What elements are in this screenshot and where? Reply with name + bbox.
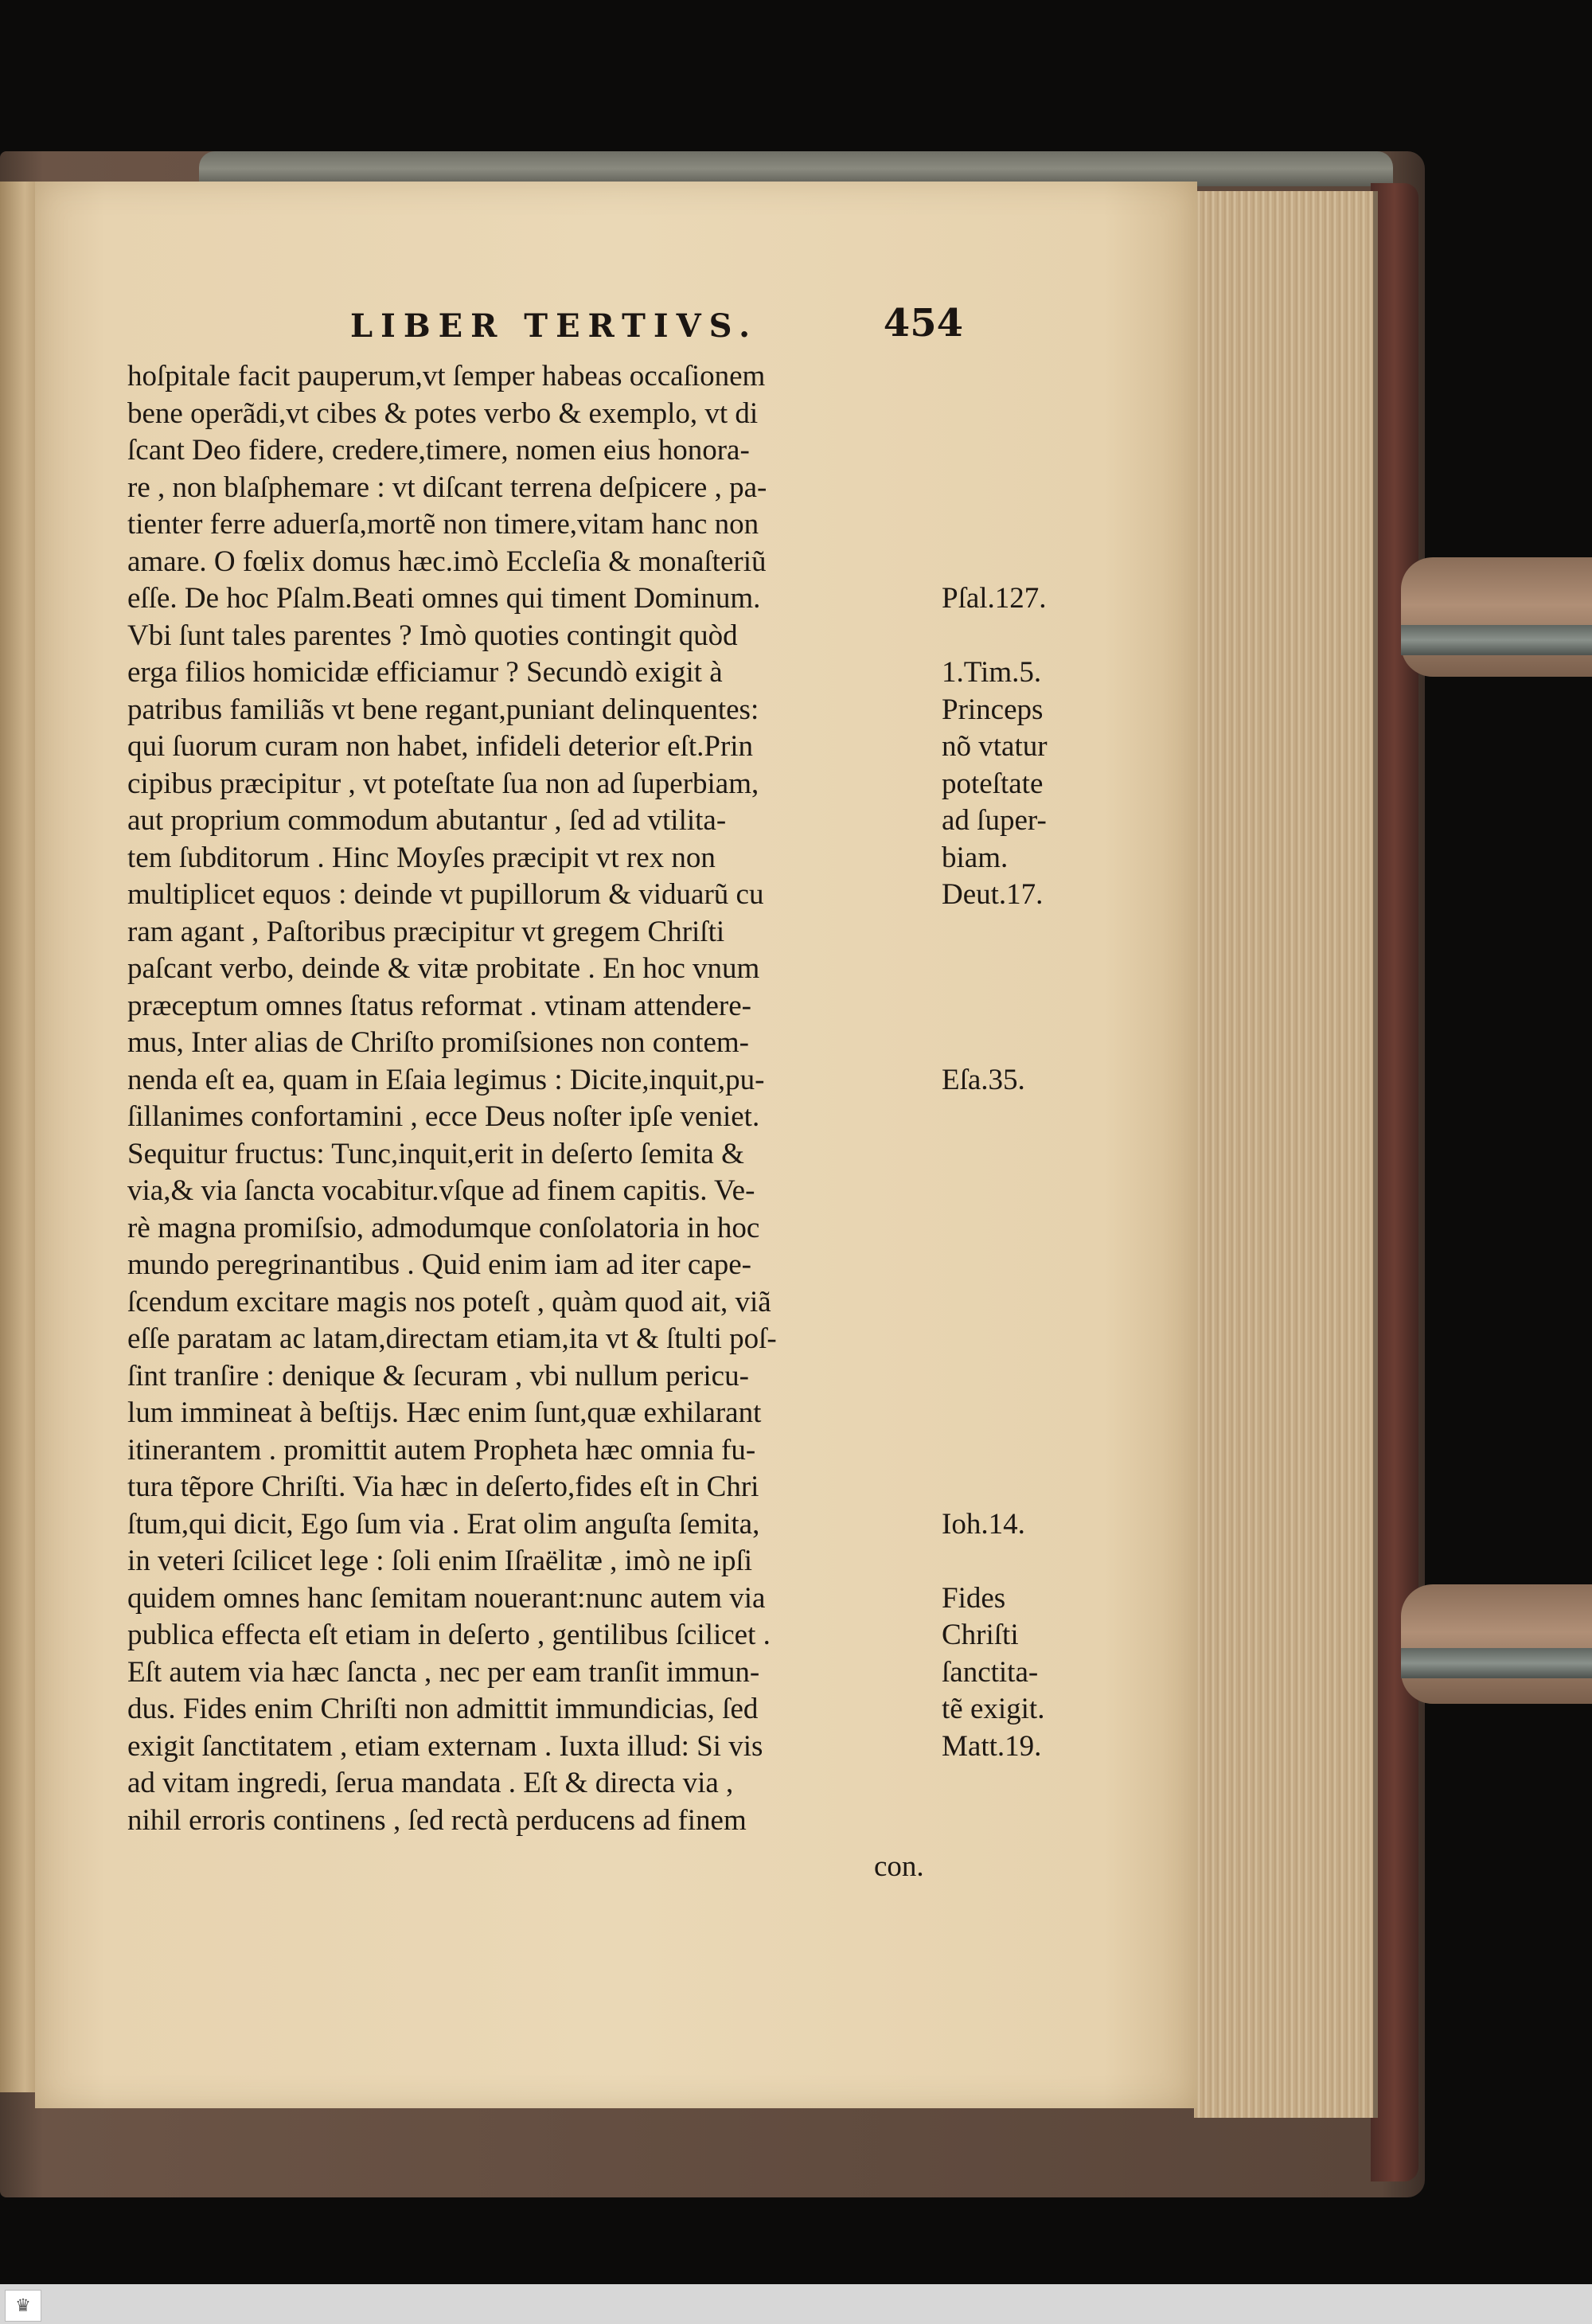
text-line: qui ſuorum curam non habet, infideli deterior eſt.Prin (127, 730, 754, 763)
text-line: tem ſubditorum . Hinc Moyſes præcipit vt rex non (127, 841, 716, 874)
text-line: Sequitur fructus: Tunc,inquit,erit in deſerto ſemita & (127, 1137, 744, 1170)
margin-note: poteſtate (942, 767, 1044, 800)
text-line: Vbi ſunt tales parentes ? Imò quoties contingit quòd (127, 619, 738, 652)
text-line: ram agant , Paſtoribus præcipitur vt gregem Chriſti (127, 915, 725, 948)
text-line: ſcendum excitare magis nos poteſt , quàm quod ait, viã (127, 1285, 771, 1318)
text-line: re , non blaſphemare : vt diſcant terrena deſpicere , pa- (127, 471, 767, 504)
library-logo-icon: ♛ (5, 2290, 41, 2322)
text-line: nenda eſt ea, quam in Eſaia legimus : Dicite,inquit,pu- (127, 1063, 765, 1096)
text-line: lum immineat à beſtijs. Hæc enim ſunt,quæ exhilarant (127, 1396, 762, 1429)
text-line: exigit ſanctitatem , etiam externam . Iuxta illud: Si vis (127, 1729, 763, 1763)
margin-note: Eſa.35. (942, 1063, 1025, 1096)
text-line: ſint tranſire : denique & ſecuram , vbi nullum pericu- (127, 1359, 749, 1392)
margin-note: Ioh.14. (942, 1507, 1025, 1541)
text-line: mus, Inter alias de Chriſto promiſsiones non contem- (127, 1026, 749, 1059)
page-number: 454 (883, 301, 963, 346)
text-line: amare. O fœlix domus hæc.imò Eccleſia & monaſteriũ (127, 545, 767, 578)
text-line: bene operãdi,vt cibes & potes verbo & exemplo, vt di (127, 396, 759, 430)
clasp-upper-bar (1401, 625, 1592, 655)
text-line: eſſe. De hoc Pſalm.Beati omnes qui timent Dominum. (127, 582, 761, 615)
clasp-upper (1401, 557, 1592, 677)
text-line: itinerantem . promittit autem Propheta hæc omnia fu- (127, 1433, 756, 1467)
text-line: Eſt autem via hæc ſancta , nec per eam tranſit immun- (127, 1655, 760, 1689)
margin-note: ad ſuper- (942, 804, 1047, 837)
page-edges (1194, 191, 1378, 2118)
clasp-lower-bar (1401, 1648, 1592, 1678)
margin-note: tẽ exigit. (942, 1693, 1045, 1725)
text-line: tura tẽpore Chriſti. Via hæc in deſerto,fides eſt in Chri (127, 1471, 759, 1503)
text-line: via,& via ſancta vocabitur.vſque ad finem capitis. Ve- (127, 1174, 755, 1207)
viewer-footer-bar (0, 2284, 1592, 2324)
text-line: hoſpitale facit pauperum,vt ſemper habeas occaſionem (127, 360, 766, 393)
running-head-title: LIBER TERTIVS. (350, 307, 758, 345)
text-line: ſtum,qui dicit, Ego ſum via . Erat olim anguſta ſemita, (127, 1507, 760, 1541)
text-line: cipibus præcipitur , vt poteſtate ſua non ad ſuperbiam, (127, 767, 759, 800)
text-line: mundo peregrinantibus . Quid enim iam ad iter cape- (127, 1248, 751, 1281)
margin-note: 1.Tim.5. (942, 656, 1042, 689)
margin-note: Pſal.127. (942, 582, 1047, 615)
text-line: dus. Fides enim Chriſti non admittit immundicias, ſed (127, 1693, 759, 1725)
margin-note: Fides (942, 1581, 1006, 1615)
text-line: ſcant Deo fidere, credere,timere, nomen eius honora- (127, 434, 750, 467)
text-line: tienter ferre aduerſa,mortẽ non timere,vitam hanc non (127, 508, 759, 541)
text-line: nihil erroris continens , ſed rectà perducens ad finem (127, 1803, 747, 1837)
margin-note: nõ vtatur (942, 730, 1048, 763)
running-head (127, 301, 963, 357)
text-line: erga filios homicidæ efficiamur ? Secundò exigit à (127, 656, 723, 689)
catchword: con. (874, 1850, 924, 1883)
book-cover-edge (1371, 183, 1418, 2181)
margin-note: Princeps (942, 693, 1044, 726)
text-line: ad vitam ingredi, ſerua mandata . Eſt & directa via , (127, 1767, 734, 1799)
body-text (127, 358, 955, 1839)
margin-note: biam. (942, 841, 1009, 874)
text-line: eſſe paratam ac latam,directam etiam,ita vt & ſtulti poſ- (127, 1322, 777, 1355)
text-line: in veteri ſcilicet lege : ſoli enim Iſraëlitæ , imò ne ipſi (127, 1545, 753, 1577)
text-line: multiplicet equos : deinde vt pupillorum & viduarũ cu (127, 878, 764, 911)
text-line: ſillanimes confortamini , ecce Deus noſter ipſe veniet. (127, 1100, 760, 1133)
margin-note: Chriſti (942, 1619, 1019, 1651)
text-line: patribus familiãs vt bene regant,puniant delinquentes: (127, 693, 759, 726)
text-line: quidem omnes hanc ſemitam nouerant:nunc autem via (127, 1581, 766, 1615)
text-line: rè magna promiſsio, admodumque conſolatoria in hoc (127, 1211, 760, 1244)
text-line: paſcant verbo, deinde & vitæ probitate . En hoc vnum (127, 952, 760, 985)
clasp-lower (1401, 1584, 1592, 1704)
margin-note: ſanctita- (942, 1655, 1039, 1689)
margin-note: Deut.17. (942, 878, 1044, 911)
text-line: publica effecta eſt etiam in deſerto , gentilibus ſcilicet . (127, 1619, 771, 1651)
text-line: præceptum omnes ſtatus reformat . vtinam attendere- (127, 989, 751, 1022)
text-line: aut proprium commodum abutantur , ſed ad vtilita- (127, 804, 727, 837)
margin-note: Matt.19. (942, 1729, 1042, 1763)
